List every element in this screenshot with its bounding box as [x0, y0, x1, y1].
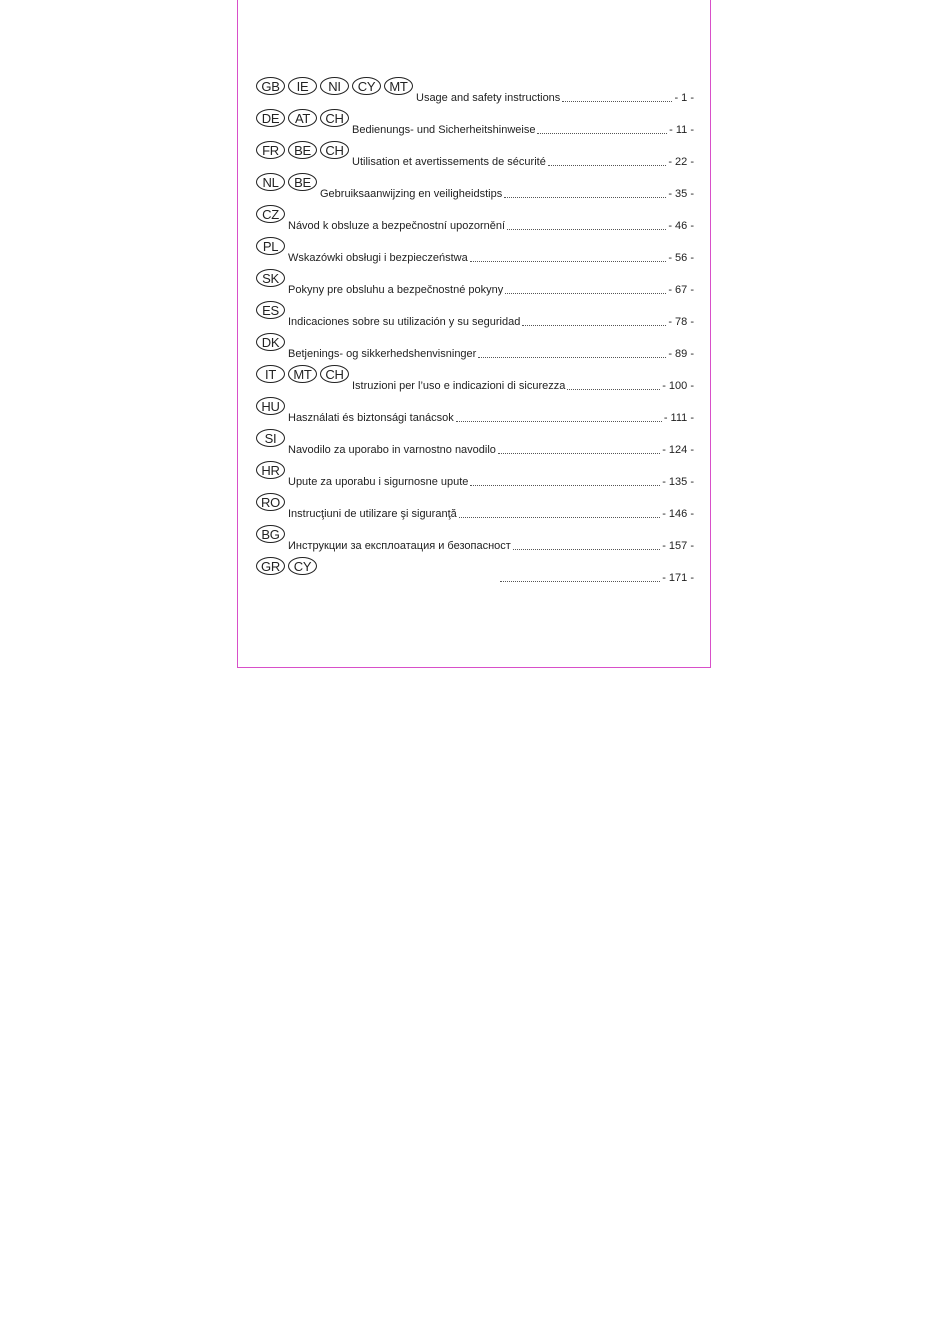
toc-entry-title: Wskazówki obsługi i bezpieczeństwa [288, 252, 468, 264]
toc-entry-title: Istruzioni per l’uso e indicazioni di sicurezza [352, 380, 566, 392]
country-code-badge: CY [288, 557, 317, 575]
toc-entry[interactable] [256, 299, 694, 331]
toc-entry-title: Navodilo za uporabo in varnostno navodilo [288, 444, 496, 456]
toc-entry[interactable] [256, 267, 694, 299]
country-code-badge: MT [384, 77, 413, 95]
country-code-badge: GR [256, 557, 285, 575]
country-code-badge: BE [288, 141, 317, 159]
toc-entry-title: Návod k obsluze a bezpečnostní upozornění [288, 220, 506, 232]
toc-page-number: - 22 - [668, 156, 694, 168]
toc-entry-title: Indicaciones sobre su utilización y su seguridad [288, 316, 521, 328]
toc-entry-title: Instrucţiuni de utilizare şi siguranţă [288, 508, 457, 520]
toc-page-number: - 89 - [668, 348, 694, 360]
toc-entry-title: Utilisation et avertissements de sécurité [352, 156, 546, 168]
toc-entry-title: Инструкции за експлоатация и безопасност [288, 540, 511, 552]
country-code-badges [256, 397, 285, 415]
dot-leader [470, 485, 660, 486]
toc-entry[interactable] [256, 139, 694, 171]
toc-entry[interactable] [256, 427, 694, 459]
country-code-badge: CH [320, 141, 349, 159]
toc-page-number: - 135 - [662, 476, 694, 488]
toc-entry-title: Gebruiksaanwijzing en veiligheidstips [320, 188, 503, 200]
toc-page-number: - 146 - [662, 508, 694, 520]
dot-leader [505, 293, 666, 294]
country-code-badge: IE [288, 77, 317, 95]
country-code-badge: MT [288, 365, 317, 383]
toc-entry-title: Usage and safety instructions [416, 92, 561, 104]
country-code-badges [256, 301, 285, 319]
country-code-badge: CY [352, 77, 381, 95]
dot-leader [500, 581, 660, 582]
country-code-badge: SI [256, 429, 285, 447]
country-code-badge: BG [256, 525, 285, 543]
country-code-badge: ES [256, 301, 285, 319]
country-code-badge: HU [256, 397, 285, 415]
country-code-badge: FR [256, 141, 285, 159]
toc-entry[interactable] [256, 363, 694, 395]
toc-entry-title: Bedienungs- und Sicherheitshinweise [352, 124, 536, 136]
toc-entry[interactable] [256, 395, 694, 427]
country-code-badge: CH [320, 109, 349, 127]
dot-leader [513, 549, 660, 550]
country-code-badges [256, 557, 317, 575]
country-code-badges [256, 429, 285, 447]
toc-entry-title: Használati és biztonsági tanácsok [288, 412, 454, 424]
toc-page-number: - 56 - [668, 252, 694, 264]
country-code-badges [256, 77, 413, 95]
country-code-badge: PL [256, 237, 285, 255]
country-code-badges [256, 141, 349, 159]
toc-entry-title: Upute za uporabu i sigurnosne upute [288, 476, 469, 488]
country-code-badge: AT [288, 109, 317, 127]
toc-page-number: - 100 - [662, 380, 694, 392]
country-code-badge: BE [288, 173, 317, 191]
toc-entry[interactable] [256, 235, 694, 267]
toc-page-number: - 35 - [668, 188, 694, 200]
dot-leader [522, 325, 666, 326]
dot-leader [456, 421, 662, 422]
toc-entry[interactable] [256, 331, 694, 363]
toc-entry[interactable] [256, 523, 694, 555]
toc-page-number: - 124 - [662, 444, 694, 456]
country-code-badges [256, 173, 317, 191]
country-code-badge: RO [256, 493, 285, 511]
country-code-badge: HR [256, 461, 285, 479]
toc-entry[interactable] [256, 459, 694, 491]
dot-leader [478, 357, 666, 358]
toc-entry[interactable] [256, 75, 694, 107]
toc-page-number: - 111 - [663, 412, 694, 424]
country-code-badge: DE [256, 109, 285, 127]
toc-entry[interactable] [256, 491, 694, 523]
toc-page-number: - 11 - [669, 124, 694, 136]
country-code-badges [256, 365, 349, 383]
toc-page-number: - 67 - [668, 284, 694, 296]
toc-page-number: - 46 - [668, 220, 694, 232]
toc-entry[interactable] [256, 107, 694, 139]
toc-page-number: - 78 - [668, 316, 694, 328]
dot-leader [507, 229, 666, 230]
toc-entry[interactable] [256, 203, 694, 235]
country-code-badge: CZ [256, 205, 285, 223]
country-code-badges [256, 109, 349, 127]
country-code-badges [256, 269, 285, 287]
table-of-contents [256, 75, 694, 587]
country-code-badges [256, 205, 285, 223]
toc-entry-title: Betjenings- og sikkerhedshenvisninger [288, 348, 477, 360]
country-code-badge: DK [256, 333, 285, 351]
country-code-badge: SK [256, 269, 285, 287]
country-code-badges [256, 237, 285, 255]
toc-entry[interactable] [256, 171, 694, 203]
dot-leader [567, 389, 660, 390]
country-code-badge: IT [256, 365, 285, 383]
dot-leader [459, 517, 660, 518]
dot-leader [548, 165, 667, 166]
dot-leader [498, 453, 660, 454]
dot-leader [470, 261, 667, 262]
country-code-badges [256, 493, 285, 511]
toc-page-number: - 171 - [662, 572, 694, 584]
country-code-badge: NL [256, 173, 285, 191]
dot-leader [537, 133, 667, 134]
dot-leader [562, 101, 672, 102]
country-code-badges [256, 461, 285, 479]
country-code-badges [256, 525, 285, 543]
country-code-badge: CH [320, 365, 349, 383]
dot-leader [504, 197, 666, 198]
country-code-badge: NI [320, 77, 349, 95]
toc-entry[interactable] [256, 555, 694, 587]
country-code-badge: GB [256, 77, 285, 95]
toc-page-number: - 157 - [662, 540, 694, 552]
toc-page-number: - 1 - [674, 92, 694, 104]
toc-entry-title: Pokyny pre obsluhu a bezpečnostné pokyny [288, 284, 504, 296]
country-code-badges [256, 333, 285, 351]
